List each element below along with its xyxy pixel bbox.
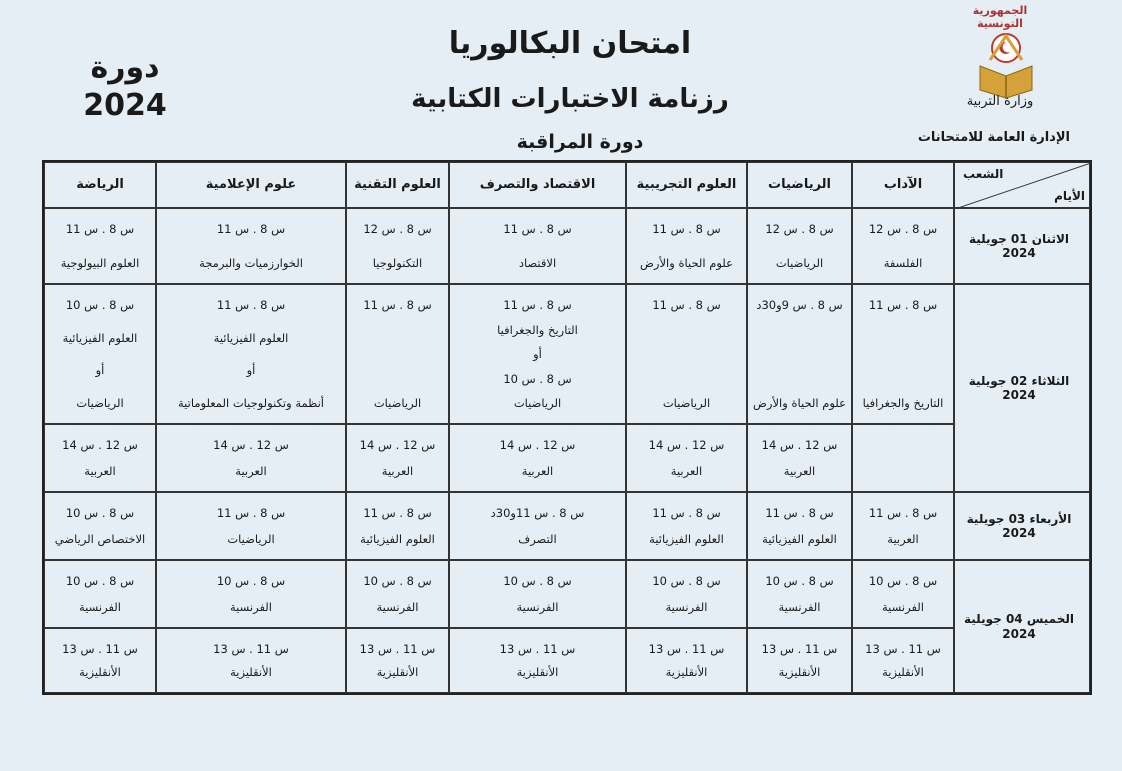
exam-time: س 8 . س 10 <box>65 298 135 312</box>
exam-subject: الاختصاص الرياضي <box>54 532 146 546</box>
exam-subject: العربية <box>783 464 816 478</box>
exam-cell <box>346 628 449 693</box>
branch-header: الرياضة <box>44 162 156 208</box>
administration-label: الإدارة العامة للامتحانات <box>917 130 1070 145</box>
exam-subject: العربية <box>381 464 414 478</box>
exam-subject: الأنقليزية <box>882 665 924 679</box>
exam-subject: الفرنسية <box>665 600 708 614</box>
exam-subject: العلوم البيولوجية <box>60 256 140 270</box>
exam-cell <box>44 284 156 424</box>
exam-cell <box>852 424 954 492</box>
exam-subject: العلوم الفيزيائية <box>762 532 837 546</box>
exam-subject: الاقتصاد <box>518 256 557 270</box>
exam-time: س 8 . س 11 <box>503 222 572 236</box>
exam-subject: الأنقليزية <box>376 665 419 679</box>
exam-time: س 8 . س 12 <box>868 222 938 236</box>
exam-subject: التاريخ والجغرافيا <box>497 322 578 337</box>
exam-subject: الفرنسية <box>778 600 821 614</box>
exam-cell <box>626 492 747 560</box>
exam-cell <box>449 208 626 284</box>
exam-time: س 8 . س 11 <box>868 298 938 312</box>
exam-subject: علوم الحياة والأرض <box>753 396 846 410</box>
page-subtitle: رزنامة الاختبارات الكتابية <box>411 84 729 114</box>
exam-cell <box>626 208 747 284</box>
ministry-label: وزارة التربية <box>966 94 1034 109</box>
exam-subject: التاريخ والجغرافيا <box>862 396 944 410</box>
exam-cell <box>747 492 852 560</box>
exam-time: س 8 . س 10 <box>765 574 834 588</box>
corner-days-label: الأيام <box>1054 189 1085 203</box>
exam-subject: العربية <box>670 464 703 478</box>
exam-time: س 8 . س 10 <box>652 574 721 588</box>
exam-subject: الرياضيات <box>775 256 824 270</box>
day-label: الخميس 04 جويلية 2024 <box>954 560 1090 693</box>
exam-subject: الفرنسية <box>516 600 559 614</box>
exam-cell <box>626 628 747 693</box>
exam-subject: الرياضيات <box>76 396 124 410</box>
exam-subject: الأنقليزية <box>230 665 272 679</box>
exam-time: س 12 . س 14 <box>648 438 725 452</box>
exam-time: س 8 . س 11 <box>363 506 432 520</box>
exam-subject: الفلسفة <box>883 256 923 270</box>
row-split-dash <box>44 424 954 425</box>
row-split-dash <box>44 628 954 629</box>
exam-subject: علوم الحياة والأرض <box>640 256 733 270</box>
exam-cell <box>156 628 346 693</box>
exam-cell <box>747 208 852 284</box>
exam-cell <box>346 492 449 560</box>
exam-cell <box>449 492 626 560</box>
republic-label: الجمهورية التونسية <box>972 4 1028 30</box>
exam-time: س 8 . س 11 <box>868 506 938 520</box>
exam-subject: العلوم الفيزيائية <box>360 532 435 546</box>
exam-subject: الأنقليزية <box>79 665 121 679</box>
exam-time: س 8 . س 11 <box>652 298 721 312</box>
exam-cell <box>626 560 747 628</box>
exam-or: أو <box>95 363 105 378</box>
exam-time: س 8 . س 12 <box>765 222 834 236</box>
exam-cell <box>449 560 626 628</box>
exam-time: س 12 . س 14 <box>62 438 138 452</box>
exam-time: س 8 . س 11و30د <box>490 506 585 520</box>
exam-subject: العربية <box>521 464 554 478</box>
branch-header: علوم الإعلامية <box>156 162 346 208</box>
exam-subject: الفرنسية <box>882 600 924 614</box>
exam-time: س 8 . س 11 <box>65 222 135 236</box>
exam-cell <box>747 284 852 424</box>
exam-time: س 11 . س 13 <box>62 642 138 656</box>
exam-subject: العلوم الفيزيائية <box>649 532 724 546</box>
exam-time: س 11 . س 13 <box>761 642 838 656</box>
exam-cell <box>156 560 346 628</box>
exam-time: س 11 . س 13 <box>359 642 436 656</box>
exam-time: س 8 . س 11 <box>216 506 286 520</box>
exam-time: س 8 . س 9و30د <box>756 298 843 312</box>
exam-cell <box>747 560 852 628</box>
exam-time: س 8 . س 11 <box>652 506 721 520</box>
branch-header: الآداب <box>852 162 954 208</box>
exam-cell <box>346 284 449 424</box>
exam-cell <box>852 560 954 628</box>
exam-subject: الأنقليزية <box>516 665 559 679</box>
exam-cell <box>852 284 954 424</box>
exam-subject: الرياضيات <box>513 396 562 410</box>
exam-time: س 8 . س 10 <box>868 574 938 588</box>
exam-cell <box>747 424 852 492</box>
branch-header: الاقتصاد والتصرف <box>449 162 626 208</box>
exam-cell <box>449 284 626 424</box>
exam-time: س 8 . س 11 <box>216 222 286 236</box>
exam-subject: أنظمة وتكنولوجيات المعلوماتية <box>178 396 324 410</box>
exam-subject: الرياضيات <box>662 396 711 410</box>
exam-time: س 12 . س 14 <box>213 438 289 452</box>
exam-cell <box>156 424 346 492</box>
exam-cell <box>346 560 449 628</box>
exam-cell <box>346 424 449 492</box>
exam-time: س 8 . س 12 <box>363 222 432 236</box>
exam-cell <box>449 628 626 693</box>
exam-time: س 12 . س 14 <box>499 438 576 452</box>
exam-cell <box>156 208 346 284</box>
exam-subject: التكنولوجيا <box>372 256 423 270</box>
exam-time: س 8 . س 11 <box>503 298 572 312</box>
branch-header: العلوم التجريبية <box>626 162 747 208</box>
exam-time: س 8 . س 10 <box>503 371 572 386</box>
exam-time: س 12 . س 14 <box>761 438 838 452</box>
exam-time: س 12 . س 14 <box>359 438 436 452</box>
branch-header: الرياضيات <box>747 162 852 208</box>
exam-cell <box>449 424 626 492</box>
exam-time: س 11 . س 13 <box>499 642 576 656</box>
session-label: دورة <box>90 50 160 85</box>
exam-cell <box>346 208 449 284</box>
day-label: الاثنان 01 جويلية 2024 <box>954 208 1090 284</box>
exam-cell <box>44 628 156 693</box>
exam-subject: الأنقليزية <box>665 665 708 679</box>
exam-subject: العربية <box>887 532 919 546</box>
session-year: 2024 <box>83 88 167 123</box>
exam-cell <box>747 628 852 693</box>
exam-time: س 8 . س 11 <box>652 222 721 236</box>
exam-time: س 8 . س 11 <box>216 298 286 312</box>
exam-subject: الفرنسية <box>376 600 419 614</box>
exam-subject: الرياضيات <box>373 396 422 410</box>
exam-cell <box>626 284 747 424</box>
exam-cell <box>156 284 346 424</box>
exam-cell <box>626 424 747 492</box>
exam-schedule-table <box>42 160 1092 695</box>
exam-cell <box>44 424 156 492</box>
exam-subject: الفرنسية <box>79 600 121 614</box>
day-label: الثلاثاء 02 جويلية 2024 <box>954 284 1090 492</box>
exam-time: س 8 . س 10 <box>363 574 432 588</box>
exam-cell <box>44 492 156 560</box>
exam-cell <box>156 492 346 560</box>
exam-cell <box>852 492 954 560</box>
exam-subject: العربية <box>235 464 267 478</box>
exam-time: س 8 . س 10 <box>503 574 572 588</box>
exam-subject: العربية <box>84 464 116 478</box>
exam-subject: العلوم الفيزيائية <box>62 330 138 345</box>
exam-cell <box>852 208 954 284</box>
exam-or: أو <box>246 363 256 378</box>
exam-subject: الرياضيات <box>227 532 275 546</box>
exam-time: س 11 . س 13 <box>648 642 725 656</box>
exam-subject: التصرف <box>518 532 557 546</box>
exam-cell <box>44 560 156 628</box>
exam-time: س 8 . س 10 <box>65 574 135 588</box>
page-title: امتحان البكالوريا <box>448 26 692 61</box>
exam-cell <box>852 628 954 693</box>
exam-time: س 8 . س 10 <box>65 506 135 520</box>
exam-time: س 8 . س 10 <box>216 574 286 588</box>
exam-or: أو <box>533 347 542 361</box>
exam-cell <box>44 208 156 284</box>
exam-time: س 11 . س 13 <box>213 642 289 656</box>
exam-subject: العلوم الفيزيائية <box>213 330 289 345</box>
exam-subject: الخوارزميات والبرمجة <box>199 256 303 270</box>
day-label: الأربعاء 03 جويلية 2024 <box>954 492 1090 560</box>
exam-time: س 11 . س 13 <box>865 642 941 656</box>
exam-time: س 8 . س 11 <box>363 298 432 312</box>
exam-subject: الفرنسية <box>230 600 272 614</box>
session-type: دورة المراقبة <box>516 131 644 153</box>
table-corner-cell <box>954 162 1090 208</box>
exam-subject: الأنقليزية <box>778 665 821 679</box>
branch-header: العلوم التقنية <box>346 162 449 208</box>
exam-time: س 8 . س 11 <box>765 506 834 520</box>
corner-branches-label: الشعب <box>963 167 1004 181</box>
